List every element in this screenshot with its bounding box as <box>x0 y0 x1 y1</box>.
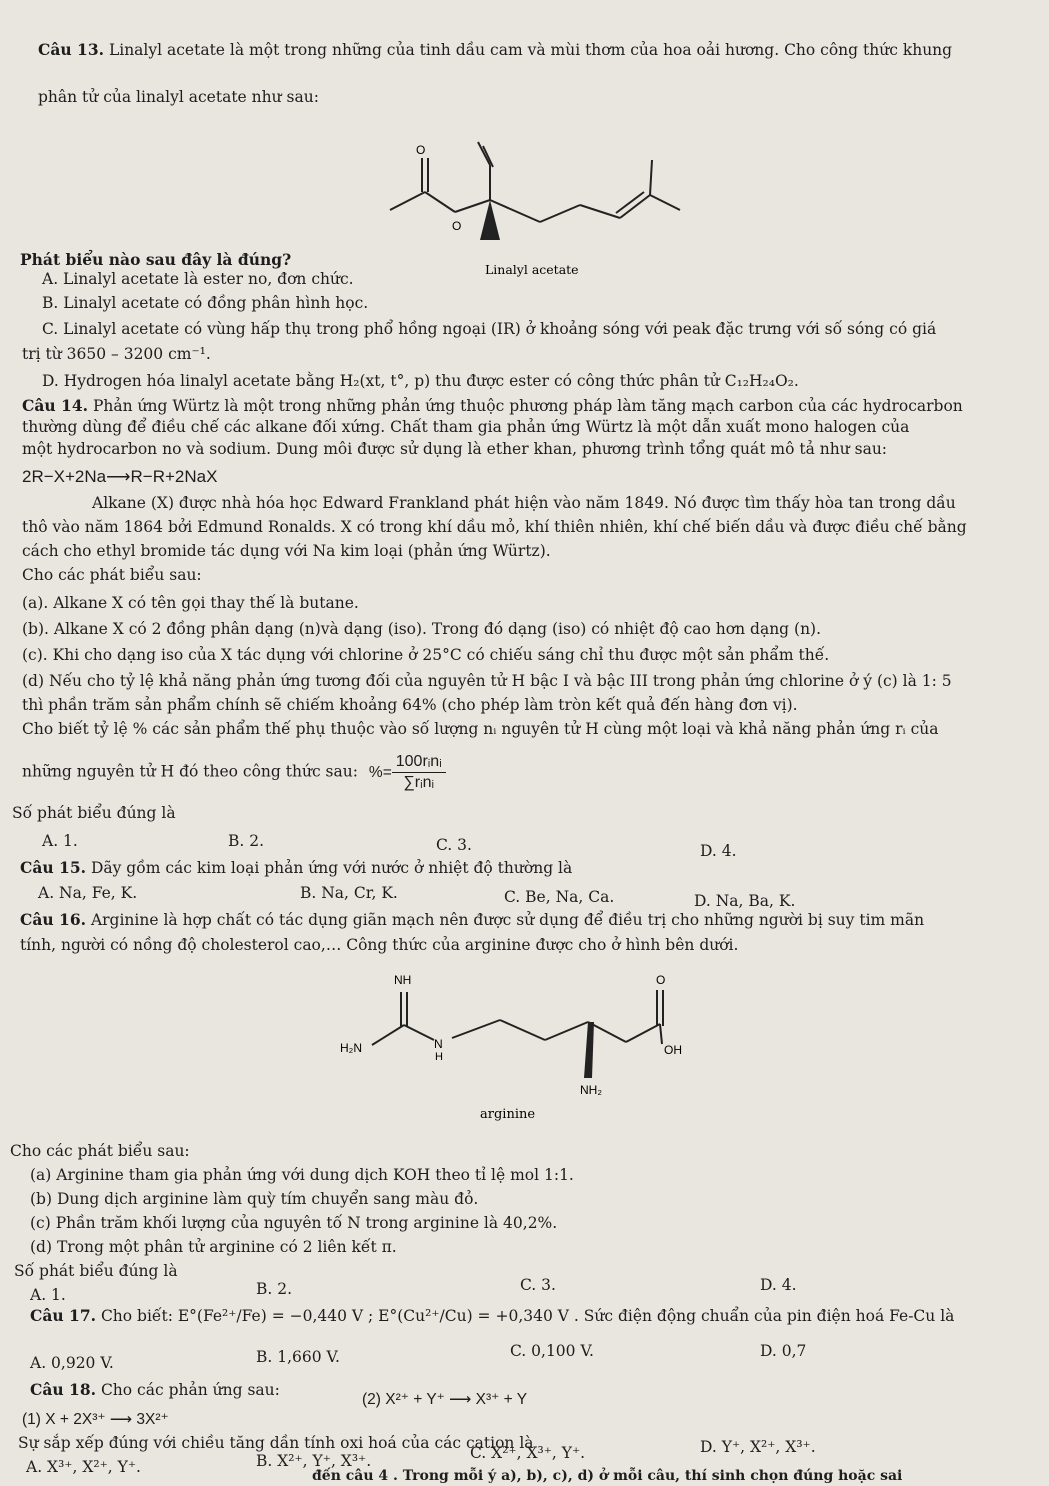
q16-line1-text: Arginine là hợp chất có tác dụng giãn mạch nên được sử dụng để điều trị cho những người bị suy tim mãn <box>86 911 925 929</box>
q14-statement-d-cont: thì phần trăm sản phẩm chính sẽ chiếm khoảng 64% (cho phép làm tròn kết quả đến hàng đơn vị). <box>22 696 798 714</box>
arginine-label: arginine <box>480 1107 536 1122</box>
formula-numerator: 100rᵢnᵢ <box>392 752 446 773</box>
q15-stem-text: Dãy gồm các kim loại phản ứng với nước ở nhiệt độ thường là <box>86 859 573 877</box>
q15-stem <box>20 858 572 878</box>
q14-option-a[interactable]: A. 1. <box>42 832 78 850</box>
q13-atom-o1: O <box>416 143 426 157</box>
q16-statement-c: (c) Phần trăm khối lượng của nguyên tố N trong arginine là 40,2%. <box>30 1214 558 1232</box>
q14-option-d[interactable]: D. 4. <box>700 842 737 860</box>
q14-note1: Cho biết tỷ lệ % các sản phẩm thế phụ thuộc vào số lượng nᵢ nguyên tử H cùng một loại và khả năng phản ứng rᵢ của <box>22 720 939 738</box>
part2-footer: đến câu 4 . Trong mỗi ý a), b), c), d) ở mỗi câu, thí sinh chọn đúng hoặc sai <box>312 1468 903 1484</box>
q15-option-c[interactable]: C. Be, Na, Ca. <box>504 888 615 906</box>
q13-option-c[interactable]: C. Linalyl acetate có vùng hấp thụ trong phổ hồng ngoại (IR) ở khoảng sóng với peak đặc trưng với số sóng có giá <box>42 320 937 338</box>
q13-title: Câu 13. <box>38 40 105 59</box>
q17-option-a[interactable]: A. 0,920 V. <box>30 1354 114 1372</box>
arginine-nh2-label: NH₂ <box>580 1083 602 1097</box>
q16-statement-b: (b) Dung dịch arginine làm quỳ tím chuyển sang màu đỏ. <box>30 1190 479 1208</box>
q16-line2: tính, người có nồng độ cholesterol cao,… Công thức của arginine được cho ở hình bên dưới. <box>20 936 739 954</box>
q18-reaction-2: (2) X²⁺ + Y⁺ ⟶ X³⁺ + Y <box>362 1391 528 1408</box>
q13-stem-line2: phân tử của linalyl acetate như sau: <box>38 88 319 106</box>
q15-title: Câu 15. <box>20 858 87 877</box>
arginine-h2n-label: H₂N <box>340 1041 362 1055</box>
q18-option-c[interactable]: C. X²⁺, X³⁺, Y⁺. <box>470 1444 586 1462</box>
q15-option-b[interactable]: B. Na, Cr, K. <box>300 884 398 902</box>
q14-line4: Alkane (X) được nhà hóa học Edward Frankland phát hiện vào năm 1849. Nó được tìm thấy hòa tan trong dầu <box>92 494 956 512</box>
arginine-oh-label: OH <box>664 1043 682 1057</box>
q18-stem-text: Cho các phản ứng sau: <box>96 1381 280 1399</box>
q14-line7: Cho các phát biểu sau: <box>22 566 202 584</box>
q16-option-d[interactable]: D. 4. <box>760 1276 797 1294</box>
q16-count: Số phát biểu đúng là <box>14 1262 178 1280</box>
q13-stem: Linalyl acetate là một trong những của tinh dầu cam và mùi thơm của hoa oải hương. Cho công thức khung <box>104 41 953 59</box>
q14-title: Câu 14. <box>22 396 89 415</box>
q13-option-b[interactable]: B. Linalyl acetate có đồng phân hình học. <box>42 294 369 312</box>
q13-option-a[interactable]: A. Linalyl acetate là ester no, đơn chức. <box>42 270 354 288</box>
q17-title: Câu 17. <box>30 1306 97 1325</box>
q14-line2: thường dùng để điều chế các alkane đối xứng. Chất tham gia phản ứng Würtz là một dẫn xuất mono halogen của <box>22 418 910 436</box>
q14-statement-d: (d) Nếu cho tỷ lệ khả năng phản ứng tương đối của nguyên tử H bậc I và bậc III trong phản ứng chlorine ở ý (c) là 1: 5 <box>22 672 952 690</box>
q17-option-d[interactable]: D. 0,7 <box>760 1342 807 1360</box>
q14-line1 <box>22 396 963 416</box>
q17-option-b[interactable]: B. 1,660 V. <box>256 1348 340 1366</box>
q18-title: Câu 18. <box>30 1380 97 1399</box>
q17-option-c[interactable]: C. 0,100 V. <box>510 1342 594 1360</box>
arginine-structure <box>330 960 720 1130</box>
q13-option-d[interactable]: D. Hydrogen hóa linalyl acetate bằng H₂(xt, t°, p) thu được ester có công thức phân tử C₁₂H₂₄O₂. <box>42 372 799 390</box>
q16-line1 <box>20 910 924 930</box>
q15-option-d[interactable]: D. Na, Ba, K. <box>694 892 796 910</box>
arginine-n-label: N <box>434 1037 443 1051</box>
q14-line1-text: Phản ứng Würtz là một trong những phản ứng thuộc phương pháp làm tăng mạch carbon của các hydrocarbon <box>88 397 963 415</box>
q14-option-b[interactable]: B. 2. <box>228 832 265 850</box>
arginine-nh-label: NH <box>394 973 412 987</box>
arginine-o-label: O <box>656 973 666 987</box>
q13-option-c-cont: trị từ 3650 – 3200 cm⁻¹. <box>22 345 211 363</box>
q14-line3: một hydrocarbon no và sodium. Dung môi được sử dụng là ether khan, phương trình tổng quát mô tả như sau: <box>22 440 888 458</box>
linalyl-acetate-label: Linalyl acetate <box>485 262 579 277</box>
q18-option-d[interactable]: D. Y⁺, X²⁺, X³⁺. <box>700 1438 816 1456</box>
linalyl-acetate-structure <box>380 140 700 290</box>
q14-statement-b: (b). Alkane X có 2 đồng phân dạng (n)và dạng (iso). Trong đó dạng (iso) có nhiệt độ cao hơn dạng (n). <box>22 620 822 638</box>
q16-statement-a: (a) Arginine tham gia phản ứng với dung dịch KOH theo tỉ lệ mol 1:1. <box>30 1166 574 1184</box>
q14-count: Số phát biểu đúng là <box>12 804 176 822</box>
q14-note2 <box>22 752 446 793</box>
q16-intro: Cho các phát biểu sau: <box>10 1142 190 1160</box>
q16-option-c[interactable]: C. 3. <box>520 1276 556 1294</box>
q14-statement-c: (c). Khi cho dạng iso của X tác dụng với chlorine ở 25°C có chiếu sáng chỉ thu được một sản phẩm thế. <box>22 646 830 664</box>
percent-formula <box>392 752 446 793</box>
arginine-h-label: H <box>435 1051 443 1063</box>
q16-title: Câu 16. <box>20 910 87 929</box>
q14-statement-a: (a). Alkane X có tên gọi thay thế là butane. <box>22 594 359 612</box>
q18-order-question: Sự sắp xếp đúng với chiều tăng dần tính oxi hoá của các cation là <box>18 1434 534 1452</box>
q15-option-a[interactable]: A. Na, Fe, K. <box>38 884 138 902</box>
q16-statement-d: (d) Trong một phân tử arginine có 2 liên kết π. <box>30 1238 397 1256</box>
q16-option-b[interactable]: B. 2. <box>256 1280 293 1298</box>
formula-denominator: ∑rᵢnᵢ <box>403 774 435 791</box>
q13-stem-line1 <box>38 40 952 60</box>
q14-equation: 2R−X+2Na⟶R−R+2NaX <box>22 467 218 486</box>
q13-atom-o2: O <box>452 219 462 233</box>
q14-line6: cách cho ethyl bromide tác dụng với Na kim loại (phản ứng Würtz). <box>22 542 551 560</box>
q17-stem <box>30 1306 954 1326</box>
q18-reaction-1: (1) X + 2X³⁺ ⟶ 3X²⁺ <box>22 1411 169 1428</box>
q16-option-a[interactable]: A. 1. <box>30 1286 66 1304</box>
q14-option-c[interactable]: C. 3. <box>436 836 472 854</box>
q18-option-a[interactable]: A. X³⁺, X²⁺, Y⁺. <box>26 1458 141 1476</box>
q18-option-b[interactable]: B. X²⁺, Y⁺, X³⁺. <box>256 1452 372 1470</box>
q14-note2-text: những nguyên tử H đó theo công thức sau: <box>22 762 358 781</box>
formula-lhs: %= <box>368 763 392 781</box>
q14-line5: thô vào năm 1864 bởi Edmund Ronalds. X có trong khí dầu mỏ, khí thiên nhiên, khí chế biến dầu và được điều chế bằng <box>22 518 967 536</box>
q18-stem <box>30 1380 280 1400</box>
q13-question: Phát biểu nào sau đây là đúng? <box>20 250 292 269</box>
q17-stem-text: Cho biết: E°(Fe²⁺/Fe) = −0,440 V ; E°(Cu²⁺/Cu) = +0,340 V . Sức điện động chuẩn của pin điện hoá Fe-Cu là <box>96 1307 955 1325</box>
